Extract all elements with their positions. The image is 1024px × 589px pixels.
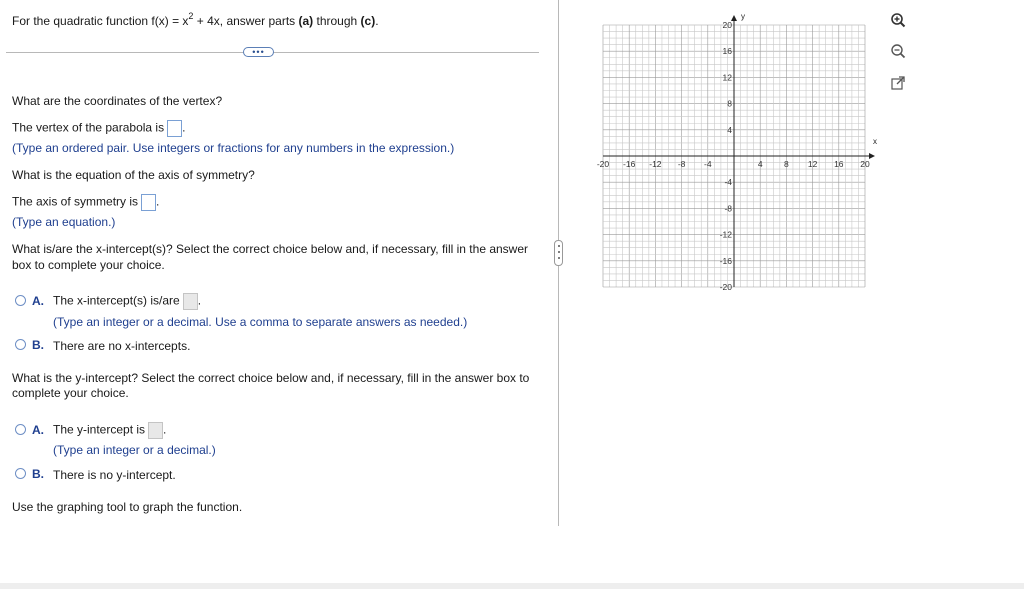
x-tick-label: 8 <box>784 159 789 169</box>
yint-question-line2: complete your choice. <box>12 386 129 400</box>
tick-labels <box>597 12 877 292</box>
part-c: (c) <box>360 14 376 28</box>
yint-answer-box[interactable] <box>148 422 163 439</box>
splitter-handle[interactable] <box>554 240 563 266</box>
yint-option-a-line: The y-intercept is . <box>53 422 166 439</box>
xint-option-a-line: The x-intercept(s) is/are . <box>53 293 201 310</box>
y-tick-label: -8 <box>724 203 732 214</box>
question-middle: + 4x, answer parts <box>193 14 299 28</box>
y-tick-label: 8 <box>727 98 732 109</box>
vertex-answer-line: The vertex of the parabola is . <box>12 120 185 137</box>
yint-option-b-text: There is no y-intercept. <box>53 468 176 482</box>
x-tick-label: -16 <box>623 159 636 169</box>
y-tick-label: 12 <box>722 72 732 83</box>
x-tick-label: -8 <box>677 159 686 169</box>
x-tick-label: -4 <box>704 159 712 169</box>
yint-option-a-letter: A. <box>32 423 44 437</box>
vertex-answer-prefix: The vertex of the parabola is <box>12 120 165 135</box>
graph-area[interactable] <box>590 8 880 294</box>
more-button[interactable]: ••• <box>243 47 274 57</box>
axis-hint: (Type an equation.) <box>12 215 116 229</box>
axes <box>603 15 875 287</box>
question-prefix: For the quadratic function f(x) = x <box>12 14 189 28</box>
x-tick-label: -20 <box>596 159 610 169</box>
x-tick-label: 16 <box>834 159 844 169</box>
vertex-hint: (Type an ordered pair. Use integers or fractions for any numbers in the expression.) <box>12 141 455 155</box>
xint-option-a-hint: (Type an integer or a decimal. Use a comma to separate answers as needed.) <box>53 315 468 329</box>
y-tick-label: -12 <box>719 229 732 240</box>
yint-question-line1: What is the y-intercept? Select the correct choice below and, if necessary, fill in the answer box to <box>12 371 530 385</box>
footer-bar <box>0 583 1024 589</box>
graph-instruction: Use the graphing tool to graph the function. <box>12 500 243 514</box>
yint-option-b-radio[interactable] <box>15 468 26 479</box>
xint-option-a-text: The x-intercept(s) is/are <box>53 293 180 308</box>
xint-option-a-radio[interactable] <box>15 295 26 306</box>
x-tick-label: 20 <box>860 159 870 169</box>
y-tick-label: 16 <box>722 46 732 57</box>
popout-icon[interactable] <box>888 73 908 93</box>
axis-answer-box[interactable] <box>141 194 156 211</box>
yint-option-a-text: The y-intercept is <box>53 422 146 437</box>
axis-question: What is the equation of the axis of symmetry? <box>12 168 255 182</box>
x-axis-label: x <box>873 137 877 146</box>
xint-question-line1: What is/are the x-intercept(s)? Select the correct choice below and, if necessary, fill in the answer <box>12 242 529 256</box>
part-a: (a) <box>298 14 314 28</box>
y-axis-label: y <box>741 12 745 21</box>
y-tick-label: 4 <box>727 124 732 135</box>
y-tick-label: -16 <box>719 255 732 266</box>
xint-option-b-radio[interactable] <box>15 339 26 350</box>
x-tick-label: 4 <box>757 159 763 169</box>
y-tick-label: -4 <box>724 177 732 188</box>
zoom-out-icon[interactable] <box>888 41 908 61</box>
vertex-answer-box[interactable] <box>167 120 182 137</box>
xint-question-line2: box to complete your choice. <box>12 258 165 272</box>
yint-option-b-letter: B. <box>32 467 44 481</box>
exponent: 2 <box>188 11 194 21</box>
y-tick-label: 20 <box>722 20 732 30</box>
vertex-question: What are the coordinates of the vertex? <box>12 94 223 108</box>
x-tick-label: 12 <box>807 159 818 169</box>
x-tick-label: -12 <box>649 159 662 169</box>
yint-option-a-radio[interactable] <box>15 424 26 435</box>
axis-answer-line: The axis of symmetry is . <box>12 194 159 211</box>
yint-option-a-hint: (Type an integer or a decimal.) <box>53 443 216 457</box>
xint-option-a-letter: A. <box>32 294 44 308</box>
xint-answer-box[interactable] <box>183 293 198 310</box>
x-axis-arrow <box>869 153 875 159</box>
question-through: through <box>313 14 361 28</box>
question-title <box>12 12 379 28</box>
y-tick-label: -20 <box>719 282 732 292</box>
question-period: . <box>375 14 379 28</box>
xint-option-b-letter: B. <box>32 338 44 352</box>
axis-answer-prefix: The axis of symmetry is <box>12 194 139 209</box>
zoom-in-icon[interactable] <box>888 10 908 30</box>
xint-option-b-text: There are no x-intercepts. <box>53 339 191 353</box>
